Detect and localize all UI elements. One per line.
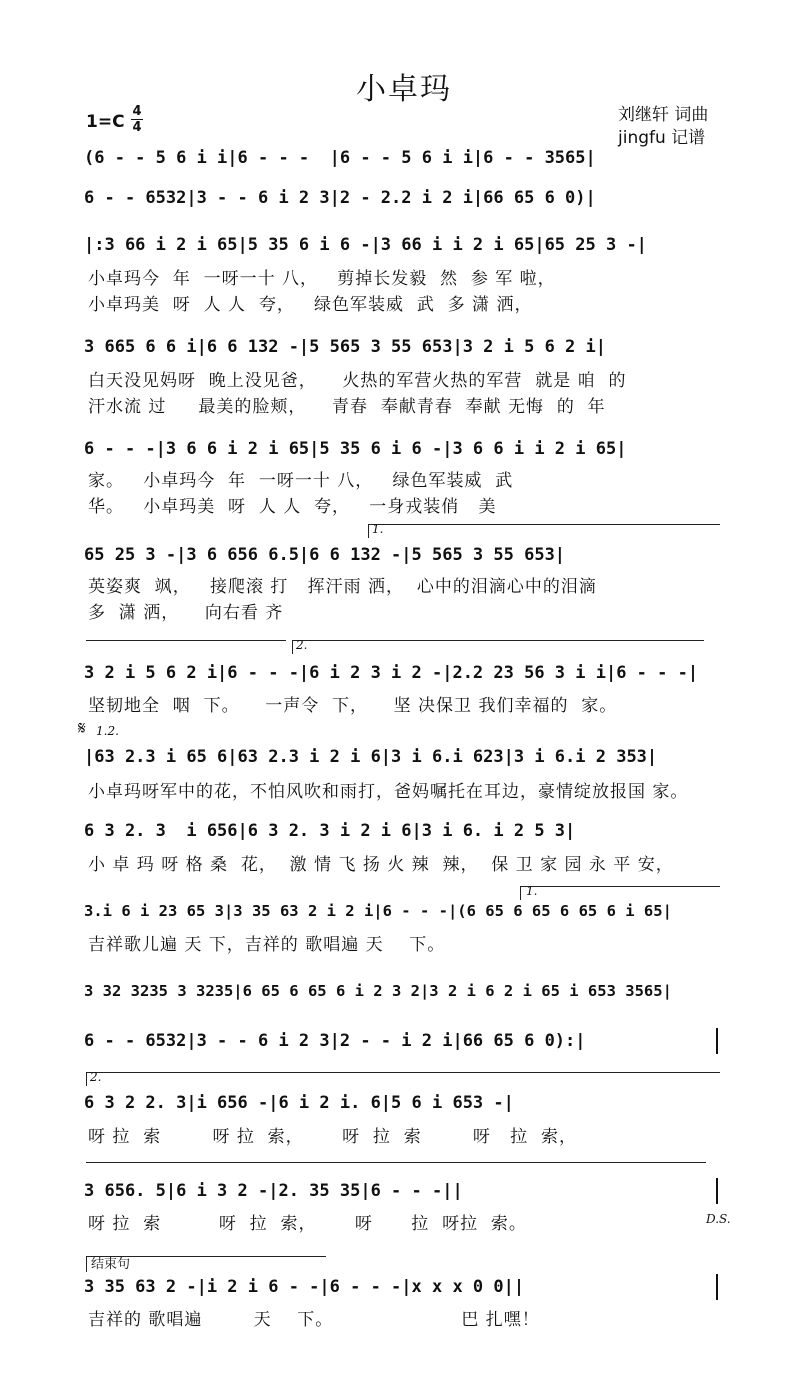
notation-row-1: (6 - - 5 6 i i|6 - - - |6 - - 5 6 i i|6 - - 3565| xyxy=(84,148,596,168)
lyric-row-7: 坚韧地全 咽 下。 一声令 下， 坚 决保卫 我们幸福的 家。 xyxy=(88,696,618,716)
lyric-row-9: 小 卓 玛 呀 格 桑 花， 激 情 飞 扬 火 辣 辣， 保 卫 家 园 永 平 安， xyxy=(88,855,674,875)
volta-2-label: 2. xyxy=(296,638,308,652)
time-signature xyxy=(131,104,143,135)
volta-2-coda-tick xyxy=(86,1072,87,1086)
volta-1-label: 1. xyxy=(372,522,384,536)
notation-row-5: 6 - - -|3 6 6 i 2 i 65|5 35 6 i 6 -|3 6 6 i i 2 i 65| xyxy=(84,439,627,459)
lyricist-composer-credit: 刘继轩 词曲 xyxy=(618,105,709,125)
lyric-row-14: 呀 拉 索 呀 拉 索， 呀 拉 呀拉 索。 xyxy=(88,1214,527,1234)
volta-1-continuation xyxy=(86,640,286,641)
lyric-row-4a: 白天没见妈呀 晚上没见爸， 火热的军营火热的军营 就是 咱 的 xyxy=(88,371,627,391)
notation-row-15: 3 35 63 2 -|i 2 i 6 - -|6 - - -|x x x 0 0|| xyxy=(84,1277,525,1297)
notation-row-8: |63 2.3 i 65 6|63 2.3 i 2 i 6|3 i 6.i 623|3 i 6.i 2 353| xyxy=(84,747,658,767)
lyric-row-3a: 小卓玛今 年 一呀一十 八， 剪掉长发毅 然 参 军 啦， xyxy=(88,269,556,289)
volta-2-coda-continuation xyxy=(86,1162,706,1163)
lyric-row-4b: 汗水流 过 最美的脸颊， 青春 奉献青春 奉献 无悔 的 年 xyxy=(88,397,606,417)
notation-row-2: 6 - - 6532|3 - - 6 i 2 3|2 - 2.2 i 2 i|66 65 6 0)| xyxy=(84,188,596,208)
lyric-row-6a: 英姿爽 飒， 接爬滚 打 挥汗雨 洒， 心中的泪滴心中的泪滴 xyxy=(88,577,597,597)
repeat-end-barline xyxy=(716,1028,718,1054)
volta-2-coda-bracket xyxy=(86,1072,720,1073)
transcriber-credit: jingfu 记谱 xyxy=(618,128,706,148)
lyric-row-3b: 小卓玛美 呀 人 人 夸， 绿色军装威 武 多 潇 洒， xyxy=(88,295,533,315)
lyric-row-15: 吉祥的 歌唱遍 天 下。 巴 扎嘿！ xyxy=(88,1310,540,1330)
volta-2-coda-label: 2. xyxy=(90,1070,102,1084)
volta-1-interlude-label: 1. xyxy=(526,884,538,898)
notation-row-7: 3 2 i 5 6 2 i|6 - - -|6 i 2 3 i 2 -|2.2 23 56 3 i i|6 - - -| xyxy=(84,663,699,683)
notation-row-12: 6 - - 6532|3 - - 6 i 2 3|2 - - i 2 i|66 65 6 0):| xyxy=(84,1031,586,1051)
volta-1-interlude-bracket xyxy=(520,886,720,887)
segno-sign: 𝄋 xyxy=(78,718,86,739)
song-title: 小卓玛 xyxy=(356,72,452,107)
notation-row-9: 6 3 2. 3 i 656|6 3 2. 3 i 2 i 6|3 i 6. i 2 5 3| xyxy=(84,821,576,841)
notation-row-4: 3 665 6 6 i|6 6 132 -|5 565 3 55 653|3 2 i 5 6 2 i| xyxy=(84,337,606,357)
notation-row-13: 6 3 2 2. 3|i 656 -|6 i 2 i. 6|5 6 i 653 -| xyxy=(84,1093,514,1113)
notation-row-3: |:3 66 i 2 i 65|5 35 6 i 6 -|3 66 i i 2 i 65|65 25 3 -| xyxy=(84,235,647,255)
lyric-row-5b: 华。 小卓玛美 呀 人 人 夸， 一身戎装俏 美 xyxy=(88,497,497,517)
lyric-row-13: 呀 拉 索 呀 拉 索， 呀 拉 索 呀 拉 索， xyxy=(88,1127,577,1147)
volta-1-bracket-tick xyxy=(368,524,369,538)
notation-row-14: 3 656. 5|6 i 3 2 -|2. 35 35|6 - - -|| xyxy=(84,1181,463,1201)
time-denominator: 4 xyxy=(132,120,142,135)
notation-row-11: 3 32 3235 3 3235|6 65 6 65 6 i 2 3 2|3 2 i 6 2 i 65 i 653 3565| xyxy=(84,982,672,1000)
volta-1-bracket xyxy=(368,524,720,525)
final-barline xyxy=(716,1274,718,1300)
key-signature: 1=C xyxy=(86,112,125,132)
lyric-row-10: 吉祥歌儿遍 天 下，吉祥的 歌唱遍 天 下。 xyxy=(88,935,446,955)
volta-2-bracket xyxy=(292,640,704,641)
ds-barline xyxy=(716,1178,718,1204)
volta-2-bracket-tick xyxy=(292,640,293,654)
notation-row-6: 65 25 3 -|3 6 656 6.5|6 6 132 -|5 565 3 55 653| xyxy=(84,545,566,565)
ds-marking: D.S. xyxy=(706,1212,731,1226)
lyric-row-6b: 多 潇 洒， 向右看 齐 xyxy=(88,603,284,623)
ending-label: 结束句 xyxy=(86,1256,326,1272)
volta-1-2-label: 1.2. xyxy=(96,724,119,738)
notation-row-10: 3.i 6 i 23 65 3|3 35 63 2 i 2 i|6 - - -|(6 65 6 65 6 65 6 i 65| xyxy=(84,902,672,920)
lyric-row-8: 小卓玛呀军中的花，不怕风吹和雨打，爸妈嘱托在耳边，豪情绽放报国 家。 xyxy=(88,782,689,802)
time-numerator: 4 xyxy=(132,104,142,119)
lyric-row-5a: 家。 小卓玛今 年 一呀一十 八， 绿色军装威 武 xyxy=(88,471,514,491)
